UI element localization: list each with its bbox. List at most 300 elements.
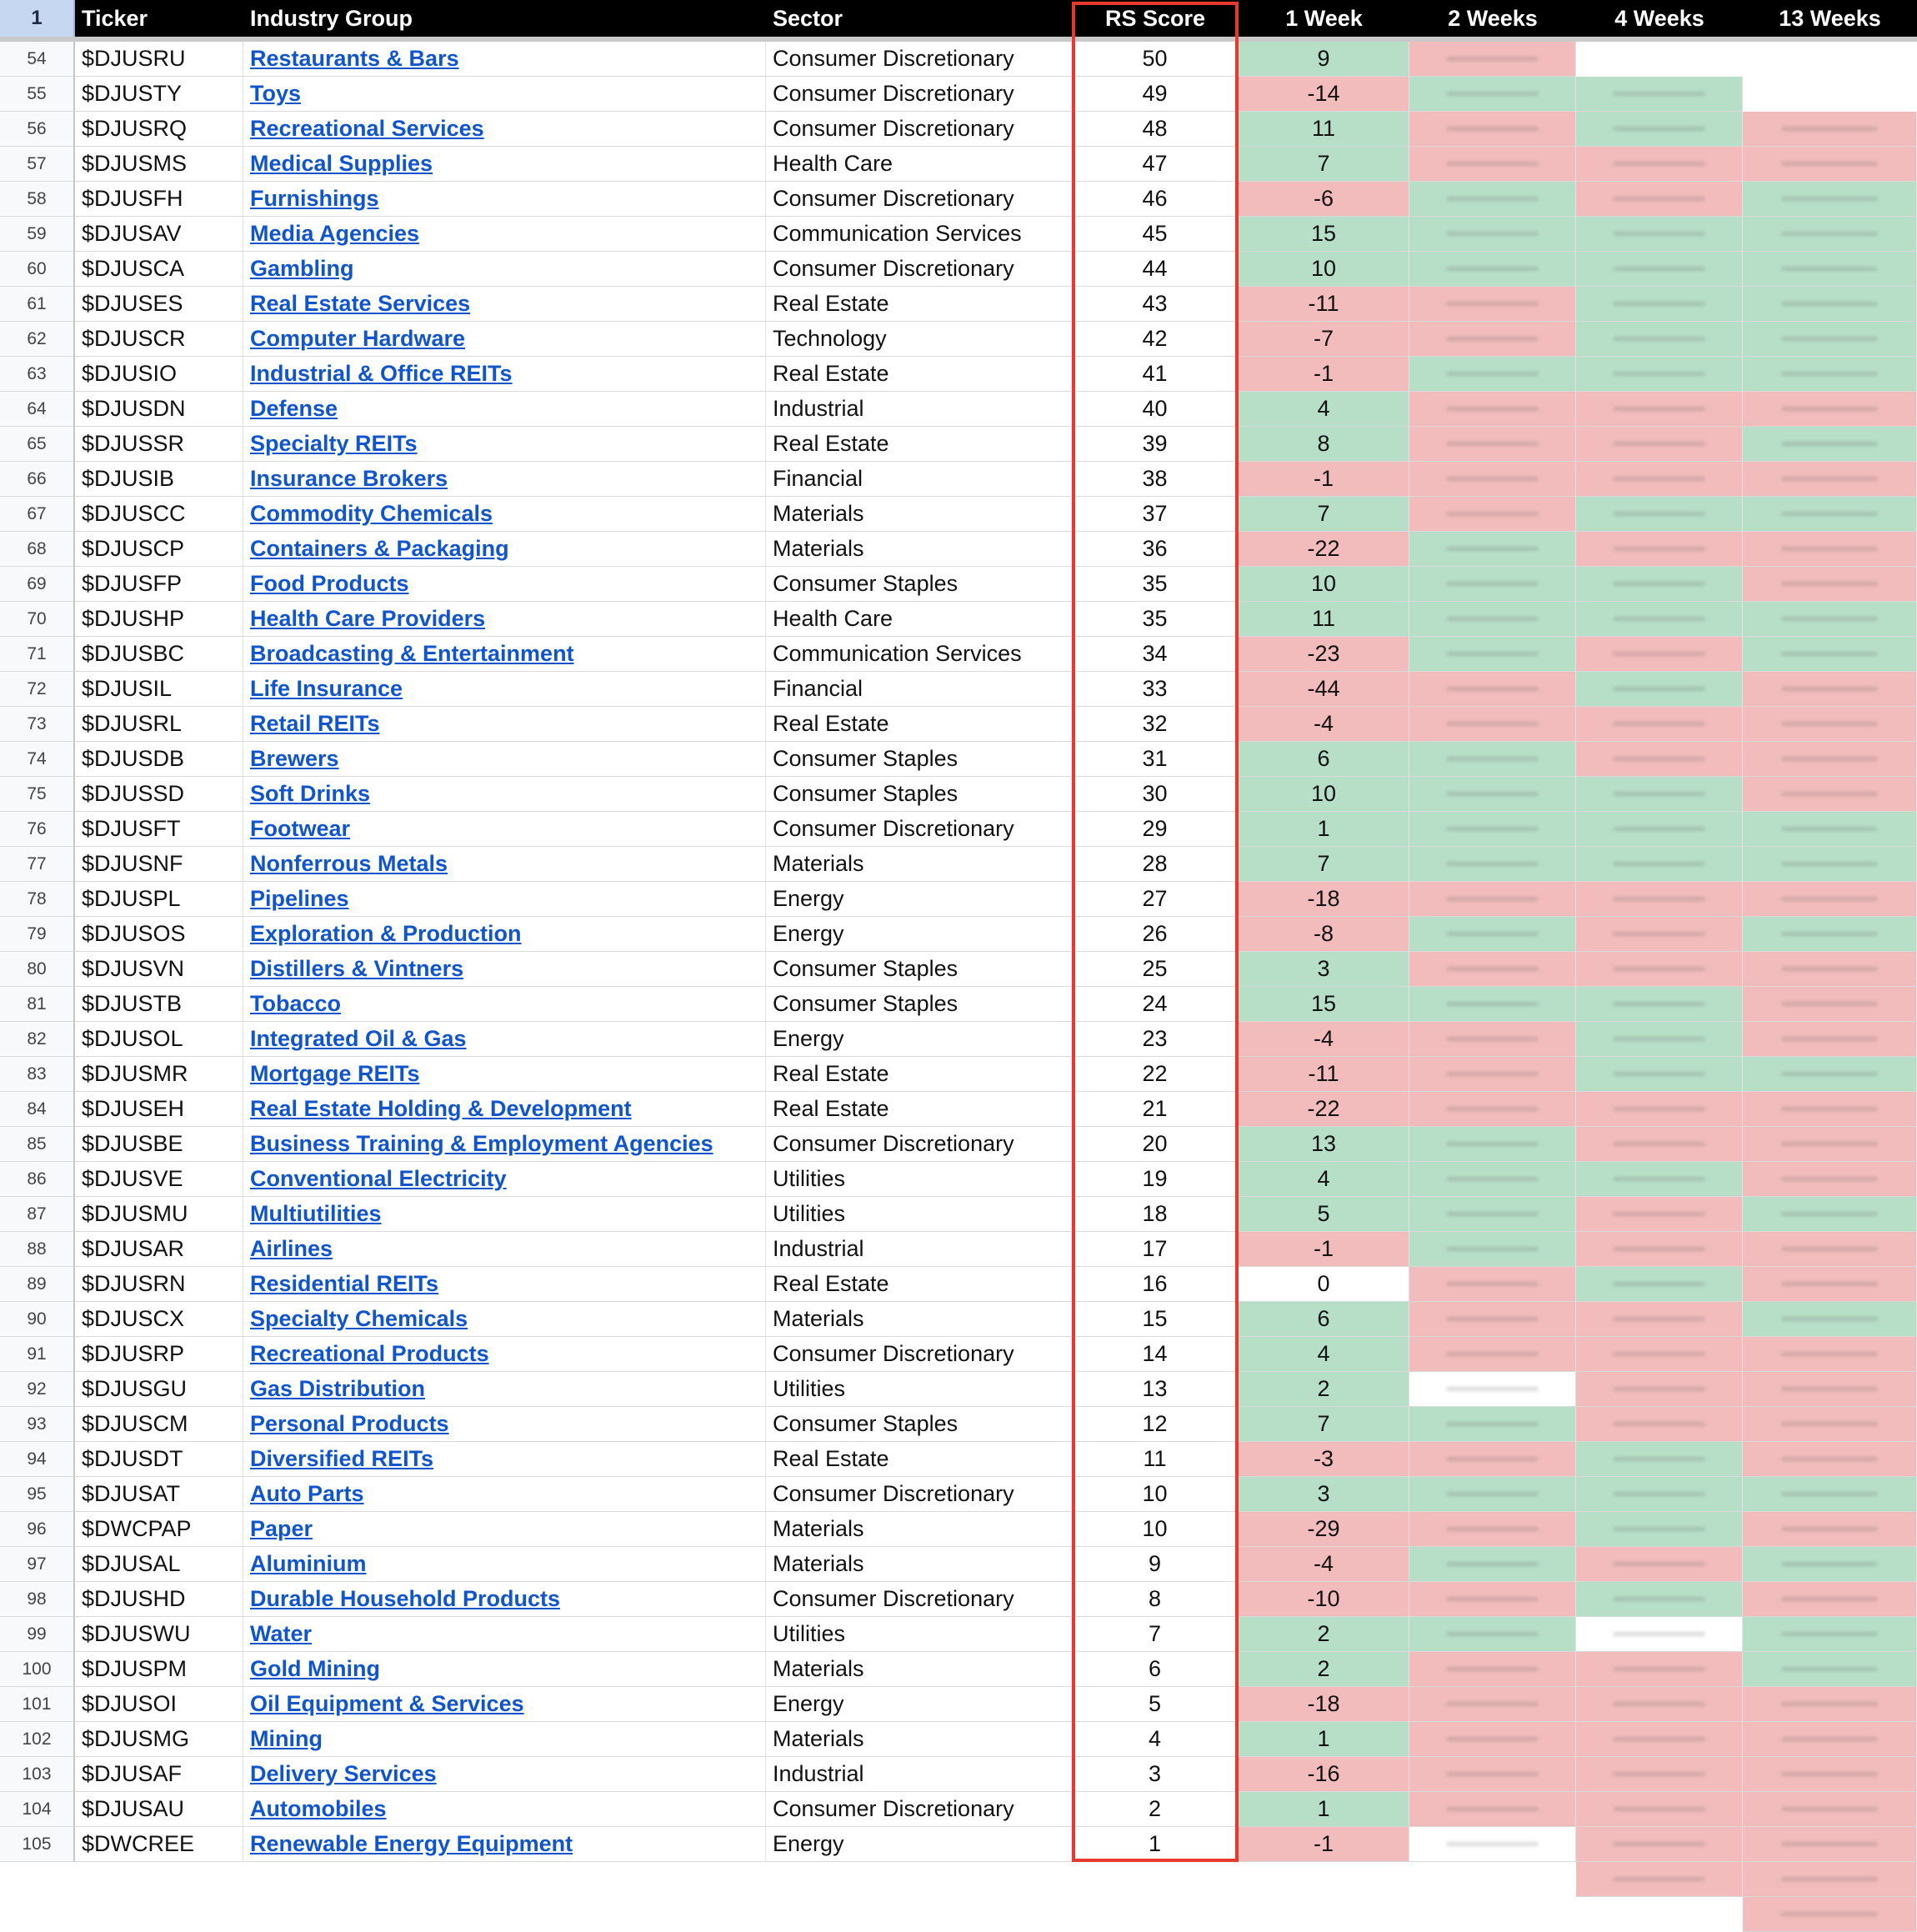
week1-change-cell[interactable]: 15 <box>1239 217 1409 252</box>
week2-change-cell[interactable] <box>1409 1407 1576 1442</box>
industry-group-link-text[interactable]: Automobiles <box>250 1796 387 1821</box>
rs-score-cell[interactable]: 9 <box>1072 1547 1239 1582</box>
ticker-cell[interactable]: $DJUSCR <box>75 322 243 357</box>
industry-group-link-text[interactable]: Oil Equipment & Services <box>250 1691 524 1716</box>
column-header-13-weeks[interactable]: 13 Weeks <box>1743 0 1917 37</box>
industry-group-link-text[interactable]: Recreational Products <box>250 1341 489 1366</box>
row-number[interactable]: 64 <box>0 392 75 427</box>
ticker-cell[interactable]: $DJUSMS <box>75 147 243 182</box>
row-number[interactable]: 78 <box>0 882 75 917</box>
week1-change-cell[interactable]: 4 <box>1239 1162 1409 1197</box>
week2-change-cell[interactable] <box>1409 392 1576 427</box>
sector-cell[interactable]: Consumer Staples <box>766 952 1072 987</box>
industry-group-link[interactable] <box>243 1022 766 1057</box>
row-number[interactable]: 90 <box>0 1302 75 1337</box>
row-number[interactable]: 65 <box>0 427 75 462</box>
row-number[interactable]: 84 <box>0 1092 75 1127</box>
industry-group-link-text[interactable]: Retail REITs <box>250 711 380 736</box>
rs-score-cell[interactable]: 3 <box>1072 1757 1239 1792</box>
sector-cell[interactable]: Real Estate <box>766 427 1072 462</box>
industry-group-link-text[interactable]: Water <box>250 1621 313 1646</box>
industry-group-link-text[interactable]: Renewable Energy Equipment <box>250 1831 573 1856</box>
rs-score-cell[interactable]: 19 <box>1072 1162 1239 1197</box>
rs-score-cell[interactable]: 35 <box>1072 602 1239 637</box>
industry-group-link[interactable] <box>243 1372 766 1407</box>
sector-cell[interactable]: Industrial <box>766 1757 1072 1792</box>
rs-score-cell[interactable]: 20 <box>1072 1127 1239 1162</box>
row-number[interactable]: 75 <box>0 777 75 812</box>
week1-change-cell[interactable]: -23 <box>1239 637 1409 672</box>
industry-group-link-text[interactable]: Mining <box>250 1726 323 1751</box>
industry-group-link[interactable] <box>243 1197 766 1232</box>
week2-change-cell[interactable] <box>1409 1022 1576 1057</box>
industry-group-link-text[interactable]: Insurance Brokers <box>250 466 448 491</box>
row-number[interactable]: 87 <box>0 1197 75 1232</box>
industry-group-link[interactable] <box>243 1232 766 1267</box>
week1-change-cell[interactable]: -22 <box>1239 532 1409 567</box>
rs-score-cell[interactable]: 29 <box>1072 812 1239 847</box>
week1-change-cell[interactable]: -44 <box>1239 672 1409 707</box>
week1-change-cell[interactable]: -3 <box>1239 1442 1409 1477</box>
row-number[interactable]: 54 <box>0 42 75 77</box>
week2-change-cell[interactable] <box>1409 602 1576 637</box>
sector-cell[interactable]: Materials <box>766 1722 1072 1757</box>
week1-change-cell[interactable]: 2 <box>1239 1652 1409 1687</box>
industry-group-link-text[interactable]: Integrated Oil & Gas <box>250 1026 467 1051</box>
ticker-cell[interactable]: $DJUSRU <box>75 42 243 77</box>
rs-score-cell[interactable]: 21 <box>1072 1092 1239 1127</box>
sector-cell[interactable]: Utilities <box>766 1617 1072 1652</box>
week2-change-cell[interactable] <box>1409 532 1576 567</box>
sector-cell[interactable]: Materials <box>766 497 1072 532</box>
industry-group-link[interactable] <box>243 847 766 882</box>
week2-change-cell[interactable] <box>1409 1477 1576 1512</box>
ticker-cell[interactable]: $DJUSRL <box>75 707 243 742</box>
week1-change-cell[interactable]: -8 <box>1239 917 1409 952</box>
column-header-1-week[interactable]: 1 Week <box>1239 0 1409 37</box>
ticker-cell[interactable]: $DJUSAU <box>75 1792 243 1827</box>
industry-group-link[interactable] <box>243 182 766 217</box>
ticker-cell[interactable]: $DJUSCM <box>75 1407 243 1442</box>
week2-change-cell[interactable] <box>1409 147 1576 182</box>
industry-group-link[interactable] <box>243 1092 766 1127</box>
rs-score-cell[interactable]: 39 <box>1072 427 1239 462</box>
week2-change-cell[interactable] <box>1409 1547 1576 1582</box>
week1-change-cell[interactable]: 1 <box>1239 812 1409 847</box>
week1-change-cell[interactable]: 7 <box>1239 847 1409 882</box>
ticker-cell[interactable]: $DJUSDN <box>75 392 243 427</box>
week1-change-cell[interactable]: 2 <box>1239 1372 1409 1407</box>
ticker-cell[interactable]: $DJUSOS <box>75 917 243 952</box>
ticker-cell[interactable]: $DJUSFT <box>75 812 243 847</box>
rs-score-cell[interactable]: 11 <box>1072 1442 1239 1477</box>
industry-group-link-text[interactable]: Multiutilities <box>250 1201 382 1226</box>
industry-group-link-text[interactable]: Exploration & Production <box>250 921 522 946</box>
industry-group-link-text[interactable]: Residential REITs <box>250 1271 439 1296</box>
row-number[interactable]: 77 <box>0 847 75 882</box>
rs-score-cell[interactable]: 28 <box>1072 847 1239 882</box>
industry-group-link[interactable] <box>243 322 766 357</box>
ticker-cell[interactable]: $DJUSPM <box>75 1652 243 1687</box>
week13-change-cell[interactable] <box>1743 1862 1917 1897</box>
industry-group-link[interactable] <box>243 462 766 497</box>
row-number[interactable]: 66 <box>0 462 75 497</box>
week2-change-cell[interactable] <box>1409 42 1576 77</box>
industry-group-link-text[interactable]: Real Estate Services <box>250 291 471 316</box>
industry-group-link-text[interactable]: Commodity Chemicals <box>250 501 493 526</box>
rs-score-cell[interactable]: 24 <box>1072 987 1239 1022</box>
rs-score-cell[interactable]: 31 <box>1072 742 1239 777</box>
industry-group-link[interactable] <box>243 1827 766 1862</box>
row-number[interactable]: 74 <box>0 742 75 777</box>
week1-change-cell[interactable]: 3 <box>1239 1477 1409 1512</box>
industry-group-link-text[interactable]: Industrial & Office REITs <box>250 361 513 386</box>
rs-score-cell[interactable]: 37 <box>1072 497 1239 532</box>
industry-group-link-text[interactable]: Paper <box>250 1516 313 1541</box>
ticker-cell[interactable]: $DJUSBE <box>75 1127 243 1162</box>
industry-group-link[interactable] <box>243 672 766 707</box>
week2-change-cell[interactable] <box>1409 742 1576 777</box>
week1-change-cell[interactable]: -4 <box>1239 1547 1409 1582</box>
sector-cell[interactable]: Industrial <box>766 392 1072 427</box>
week2-change-cell[interactable] <box>1409 672 1576 707</box>
industry-group-link-text[interactable]: Gambling <box>250 256 354 281</box>
week1-change-cell[interactable]: 11 <box>1239 602 1409 637</box>
rs-score-cell[interactable]: 2 <box>1072 1792 1239 1827</box>
week1-change-cell[interactable]: 13 <box>1239 1127 1409 1162</box>
week1-change-cell[interactable]: 11 <box>1239 112 1409 147</box>
industry-group-link[interactable] <box>243 532 766 567</box>
rs-score-cell[interactable]: 44 <box>1072 252 1239 287</box>
week2-change-cell[interactable] <box>1409 1337 1576 1372</box>
week2-change-cell[interactable] <box>1409 1687 1576 1722</box>
industry-group-link-text[interactable]: Medical Supplies <box>250 151 433 176</box>
row-number[interactable]: 63 <box>0 357 75 392</box>
row-number[interactable]: 91 <box>0 1337 75 1372</box>
sector-cell[interactable]: Utilities <box>766 1197 1072 1232</box>
row-number[interactable]: 86 <box>0 1162 75 1197</box>
rs-score-cell[interactable]: 10 <box>1072 1512 1239 1547</box>
industry-group-link[interactable] <box>243 1687 766 1722</box>
industry-group-link-text[interactable]: Toys <box>250 81 302 106</box>
week1-change-cell[interactable]: -29 <box>1239 1512 1409 1547</box>
ticker-cell[interactable]: $DJUSPL <box>75 882 243 917</box>
week1-change-cell[interactable]: 6 <box>1239 742 1409 777</box>
industry-group-link-text[interactable]: Gold Mining <box>250 1656 380 1681</box>
rs-score-cell[interactable]: 25 <box>1072 952 1239 987</box>
industry-group-link[interactable] <box>243 287 766 322</box>
industry-group-link[interactable] <box>243 77 766 112</box>
sector-cell[interactable]: Financial <box>766 462 1072 497</box>
rs-score-cell[interactable]: 17 <box>1072 1232 1239 1267</box>
industry-group-link-text[interactable]: Pipelines <box>250 886 349 911</box>
industry-group-link[interactable] <box>243 917 766 952</box>
rs-score-cell[interactable]: 42 <box>1072 322 1239 357</box>
row-number[interactable]: 56 <box>0 112 75 147</box>
rs-score-cell[interactable]: 40 <box>1072 392 1239 427</box>
ticker-cell[interactable]: $DJUSCX <box>75 1302 243 1337</box>
industry-group-link-text[interactable]: Restaurants & Bars <box>250 46 459 71</box>
week2-change-cell[interactable] <box>1409 567 1576 602</box>
row-number[interactable]: 105 <box>0 1827 75 1862</box>
sector-cell[interactable]: Technology <box>766 322 1072 357</box>
column-header-rs-score[interactable]: RS Score <box>1072 0 1239 37</box>
rs-score-cell[interactable]: 34 <box>1072 637 1239 672</box>
ticker-cell[interactable]: $DJUSAT <box>75 1477 243 1512</box>
industry-group-link[interactable] <box>243 637 766 672</box>
rs-score-cell[interactable]: 50 <box>1072 42 1239 77</box>
week1-change-cell[interactable]: -1 <box>1239 1827 1409 1862</box>
ticker-cell[interactable]: $DJUSSD <box>75 777 243 812</box>
week1-change-cell[interactable]: -11 <box>1239 287 1409 322</box>
rs-score-cell[interactable]: 33 <box>1072 672 1239 707</box>
sector-cell[interactable]: Industrial <box>766 1232 1072 1267</box>
row-number[interactable]: 59 <box>0 217 75 252</box>
industry-group-link[interactable] <box>243 1512 766 1547</box>
week1-change-cell[interactable]: -7 <box>1239 322 1409 357</box>
ticker-cell[interactable]: $DWCREE <box>75 1827 243 1862</box>
industry-group-link[interactable] <box>243 742 766 777</box>
row-number[interactable]: 95 <box>0 1477 75 1512</box>
week2-change-cell[interactable] <box>1409 1582 1576 1617</box>
week1-change-cell[interactable]: -1 <box>1239 1232 1409 1267</box>
sector-cell[interactable]: Real Estate <box>766 1092 1072 1127</box>
ticker-cell[interactable]: $DJUSMG <box>75 1722 243 1757</box>
ticker-cell[interactable]: $DJUSNF <box>75 847 243 882</box>
week2-change-cell[interactable] <box>1409 497 1576 532</box>
industry-group-link[interactable] <box>243 357 766 392</box>
week1-change-cell[interactable]: 1 <box>1239 1722 1409 1757</box>
industry-group-link[interactable] <box>243 707 766 742</box>
sector-cell[interactable]: Consumer Discretionary <box>766 252 1072 287</box>
row-number[interactable]: 69 <box>0 567 75 602</box>
row-number[interactable]: 102 <box>0 1722 75 1757</box>
industry-group-link-text[interactable]: Tobacco <box>250 991 342 1016</box>
week1-change-cell[interactable]: 10 <box>1239 777 1409 812</box>
ticker-cell[interactable]: $DJUSAV <box>75 217 243 252</box>
week2-change-cell[interactable] <box>1409 1232 1576 1267</box>
rs-score-cell[interactable]: 22 <box>1072 1057 1239 1092</box>
row-number[interactable]: 96 <box>0 1512 75 1547</box>
week1-change-cell[interactable]: 1 <box>1239 1792 1409 1827</box>
industry-group-link-text[interactable]: Brewers <box>250 746 339 771</box>
ticker-cell[interactable]: $DJUSOI <box>75 1687 243 1722</box>
sector-cell[interactable]: Materials <box>766 1302 1072 1337</box>
rs-score-cell[interactable]: 45 <box>1072 217 1239 252</box>
industry-group-link[interactable] <box>243 392 766 427</box>
week2-change-cell[interactable] <box>1409 427 1576 462</box>
rs-score-cell[interactable]: 16 <box>1072 1267 1239 1302</box>
column-header-industry-group[interactable]: Industry Group <box>243 0 766 37</box>
industry-group-link-text[interactable]: Durable Household Products <box>250 1586 561 1611</box>
industry-group-link-text[interactable]: Recreational Services <box>250 116 484 141</box>
rs-score-cell[interactable]: 10 <box>1072 1477 1239 1512</box>
week2-change-cell[interactable] <box>1409 1442 1576 1477</box>
sector-cell[interactable]: Consumer Discretionary <box>766 1477 1072 1512</box>
sector-cell[interactable]: Materials <box>766 847 1072 882</box>
rs-score-cell[interactable]: 4 <box>1072 1722 1239 1757</box>
row-number[interactable]: 100 <box>0 1652 75 1687</box>
industry-group-link[interactable] <box>243 567 766 602</box>
row-number[interactable]: 101 <box>0 1687 75 1722</box>
row-number[interactable]: 80 <box>0 952 75 987</box>
ticker-cell[interactable]: $DJUSCP <box>75 532 243 567</box>
week2-change-cell[interactable] <box>1409 1267 1576 1302</box>
rs-score-cell[interactable]: 38 <box>1072 462 1239 497</box>
rs-score-cell[interactable]: 7 <box>1072 1617 1239 1652</box>
ticker-cell[interactable]: $DJUSVN <box>75 952 243 987</box>
industry-group-link[interactable] <box>243 987 766 1022</box>
row-number[interactable]: 58 <box>0 182 75 217</box>
week1-change-cell[interactable]: 8 <box>1239 427 1409 462</box>
industry-group-link-text[interactable]: Computer Hardware <box>250 326 466 351</box>
week2-change-cell[interactable] <box>1409 812 1576 847</box>
industry-group-link-text[interactable]: Diversified REITs <box>250 1446 434 1471</box>
sector-cell[interactable]: Consumer Staples <box>766 987 1072 1022</box>
sector-cell[interactable]: Consumer Staples <box>766 567 1072 602</box>
industry-group-link[interactable] <box>243 42 766 77</box>
sector-cell[interactable]: Utilities <box>766 1372 1072 1407</box>
ticker-cell[interactable]: $DJUSIL <box>75 672 243 707</box>
rs-score-cell[interactable]: 30 <box>1072 777 1239 812</box>
row-number[interactable]: 104 <box>0 1792 75 1827</box>
sector-cell[interactable]: Real Estate <box>766 1442 1072 1477</box>
week2-change-cell[interactable] <box>1409 1722 1576 1757</box>
week2-change-cell[interactable] <box>1409 357 1576 392</box>
column-header-4-weeks[interactable]: 4 Weeks <box>1576 0 1743 37</box>
ticker-cell[interactable]: $DJUSMR <box>75 1057 243 1092</box>
week2-change-cell[interactable] <box>1409 1792 1576 1827</box>
week2-change-cell[interactable] <box>1409 77 1576 112</box>
sector-cell[interactable]: Real Estate <box>766 357 1072 392</box>
ticker-cell[interactable]: $DJUSAR <box>75 1232 243 1267</box>
rs-score-cell[interactable]: 13 <box>1072 1372 1239 1407</box>
week2-change-cell[interactable] <box>1409 707 1576 742</box>
week2-change-cell[interactable] <box>1409 1197 1576 1232</box>
rs-score-cell[interactable]: 18 <box>1072 1197 1239 1232</box>
industry-group-link[interactable] <box>243 1302 766 1337</box>
row-number[interactable]: 60 <box>0 252 75 287</box>
ticker-cell[interactable]: $DJUSHP <box>75 602 243 637</box>
rs-score-cell[interactable]: 32 <box>1072 707 1239 742</box>
row-number[interactable]: 72 <box>0 672 75 707</box>
week1-change-cell[interactable]: 10 <box>1239 252 1409 287</box>
rs-score-cell[interactable]: 6 <box>1072 1652 1239 1687</box>
week1-change-cell[interactable]: -22 <box>1239 1092 1409 1127</box>
industry-group-link-text[interactable]: Nonferrous Metals <box>250 851 448 876</box>
industry-group-link[interactable] <box>243 1127 766 1162</box>
row-number[interactable]: 71 <box>0 637 75 672</box>
row-number[interactable]: 57 <box>0 147 75 182</box>
week1-change-cell[interactable]: -4 <box>1239 707 1409 742</box>
industry-group-link[interactable] <box>243 147 766 182</box>
ticker-cell[interactable]: $DJUSCA <box>75 252 243 287</box>
industry-group-link[interactable] <box>243 602 766 637</box>
column-header-ticker[interactable]: Ticker <box>75 0 243 37</box>
rs-score-cell[interactable]: 46 <box>1072 182 1239 217</box>
rs-score-cell[interactable]: 1 <box>1072 1827 1239 1862</box>
industry-group-link[interactable] <box>243 252 766 287</box>
industry-group-link[interactable] <box>243 1407 766 1442</box>
industry-group-link[interactable] <box>243 812 766 847</box>
ticker-cell[interactable]: $DJUSRQ <box>75 112 243 147</box>
industry-group-link[interactable] <box>243 217 766 252</box>
rs-score-cell[interactable]: 23 <box>1072 1022 1239 1057</box>
industry-group-link-text[interactable]: Airlines <box>250 1236 333 1261</box>
row-number[interactable]: 88 <box>0 1232 75 1267</box>
sector-cell[interactable]: Materials <box>766 1547 1072 1582</box>
sector-cell[interactable]: Health Care <box>766 602 1072 637</box>
sector-cell[interactable]: Real Estate <box>766 707 1072 742</box>
row-number[interactable]: 55 <box>0 77 75 112</box>
sector-cell[interactable]: Consumer Discretionary <box>766 1582 1072 1617</box>
ticker-cell[interactable]: $DJUSFP <box>75 567 243 602</box>
sector-cell[interactable]: Consumer Staples <box>766 1407 1072 1442</box>
industry-group-link-text[interactable]: Soft Drinks <box>250 781 371 806</box>
week2-change-cell[interactable] <box>1409 322 1576 357</box>
week1-change-cell[interactable]: -4 <box>1239 1022 1409 1057</box>
rs-score-cell[interactable]: 35 <box>1072 567 1239 602</box>
industry-group-link-text[interactable]: Media Agencies <box>250 221 420 246</box>
week1-change-cell[interactable]: -18 <box>1239 882 1409 917</box>
industry-group-link-text[interactable]: Specialty Chemicals <box>250 1306 468 1331</box>
week1-change-cell[interactable]: 5 <box>1239 1197 1409 1232</box>
week2-change-cell[interactable] <box>1409 182 1576 217</box>
sector-cell[interactable]: Consumer Discretionary <box>766 1337 1072 1372</box>
ticker-cell[interactable]: $DJUSOL <box>75 1022 243 1057</box>
sector-cell[interactable]: Communication Services <box>766 217 1072 252</box>
week2-change-cell[interactable] <box>1409 1827 1576 1862</box>
sector-cell[interactable]: Energy <box>766 917 1072 952</box>
industry-group-link[interactable] <box>243 1477 766 1512</box>
week2-change-cell[interactable] <box>1409 1652 1576 1687</box>
industry-group-link-text[interactable]: Footwear <box>250 816 351 841</box>
sector-cell[interactable]: Consumer Discretionary <box>766 112 1072 147</box>
sector-cell[interactable]: Energy <box>766 1687 1072 1722</box>
sector-cell[interactable]: Consumer Staples <box>766 742 1072 777</box>
industry-group-link-text[interactable]: Life Insurance <box>250 676 403 701</box>
rs-score-cell[interactable]: 48 <box>1072 112 1239 147</box>
week2-change-cell[interactable] <box>1409 1302 1576 1337</box>
column-header-sector[interactable]: Sector <box>766 0 1072 37</box>
industry-group-link-text[interactable]: Defense <box>250 396 338 421</box>
sector-cell[interactable]: Real Estate <box>766 1057 1072 1092</box>
week2-change-cell[interactable] <box>1409 952 1576 987</box>
week1-change-cell[interactable]: -1 <box>1239 357 1409 392</box>
week2-change-cell[interactable] <box>1409 847 1576 882</box>
industry-group-link[interactable] <box>243 952 766 987</box>
row-number[interactable]: 94 <box>0 1442 75 1477</box>
rs-score-cell[interactable]: 14 <box>1072 1337 1239 1372</box>
row-number[interactable]: 73 <box>0 707 75 742</box>
rs-score-cell[interactable]: 15 <box>1072 1302 1239 1337</box>
week1-change-cell[interactable]: -11 <box>1239 1057 1409 1092</box>
industry-group-link[interactable] <box>243 1617 766 1652</box>
week1-change-cell[interactable]: -14 <box>1239 77 1409 112</box>
sector-cell[interactable]: Consumer Discretionary <box>766 42 1072 77</box>
industry-group-link[interactable] <box>243 427 766 462</box>
industry-group-link-text[interactable]: Gas Distribution <box>250 1376 426 1401</box>
week2-change-cell[interactable] <box>1409 252 1576 287</box>
week1-change-cell[interactable]: 10 <box>1239 567 1409 602</box>
sector-cell[interactable]: Real Estate <box>766 1267 1072 1302</box>
ticker-cell[interactable]: $DJUSIO <box>75 357 243 392</box>
column-header-2-weeks[interactable]: 2 Weeks <box>1409 0 1576 37</box>
row-number[interactable]: 79 <box>0 917 75 952</box>
sector-cell[interactable]: Financial <box>766 672 1072 707</box>
row-number[interactable]: 93 <box>0 1407 75 1442</box>
row-number[interactable]: 61 <box>0 287 75 322</box>
